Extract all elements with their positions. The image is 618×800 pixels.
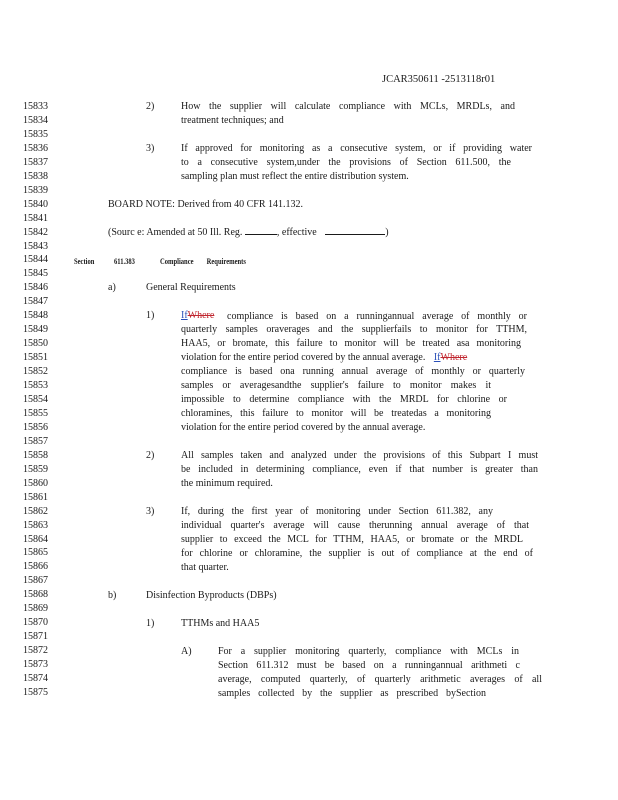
line-number: 15852 <box>23 366 48 378</box>
line-number: 15869 <box>23 603 48 615</box>
line-number: 15857 <box>23 435 48 447</box>
a3-line-2: individual quarter's average will cause therunning annual average of that <box>181 520 529 531</box>
line-number: 15842 <box>23 226 48 238</box>
line-number: 15864 <box>23 533 48 545</box>
bA-line-4: samples collected by the supplier as prescribed bySection <box>218 688 486 699</box>
a1-line-5: compliance is based ona running annual average of monthly or quarterly <box>181 366 525 377</box>
a3-line-1: If, during the first year of monitoring under Section 611.382, any <box>181 506 493 517</box>
subsection-a-title: General Requirements <box>146 282 236 293</box>
bA-label: A) <box>181 646 192 657</box>
item-3-line-1: If approved for monitoring as a consecutive system, or if providing water <box>181 143 532 154</box>
a3-line-3: supplier to exceed the MCL for TTHM, HAA5, or bromate or the MRDL <box>181 534 523 545</box>
inserted-if-2: If <box>433 352 441 363</box>
item-3-label: 3) <box>146 143 155 154</box>
line-number: 15841 <box>23 212 48 224</box>
line-number: 15863 <box>23 519 48 531</box>
source-end: ) <box>385 227 389 238</box>
source-blank-2 <box>325 234 385 235</box>
line-number: 15833 <box>23 101 48 112</box>
line-number: 15862 <box>23 505 48 517</box>
source-mid: , effective <box>276 227 317 238</box>
bA-line-3: average, computed quarterly, of quarterly arithmetic averages of all <box>218 674 542 685</box>
source-blank-1 <box>245 234 277 235</box>
line-number: 15866 <box>23 561 48 573</box>
line-number: 15858 <box>23 449 48 461</box>
a1-line-6: samples or averagesandthe supplier's failure to monitor makes it <box>181 380 491 391</box>
document-id-header: JCAR350611 -2513118r01 <box>382 74 496 85</box>
line-number: 15874 <box>23 672 48 684</box>
line-number: 15865 <box>23 547 48 559</box>
a1-line-7: impossible to determine compliance with the MRDL for chlorine or <box>181 394 507 405</box>
line-number: 15875 <box>23 686 48 698</box>
line-number: 15870 <box>23 617 48 629</box>
a1-line-2: quarterly samples oraverages and the supplierfails to monitor for TTHM, <box>181 324 527 335</box>
a2-line-2: be included in determining compliance, even if that number is greater than <box>181 464 538 475</box>
line-number: 15835 <box>23 128 48 140</box>
line-number: 15867 <box>23 575 48 587</box>
subsection-a-label: a) <box>108 282 116 293</box>
a2-line-3: the minimum required. <box>181 478 273 489</box>
subsection-b-label: b) <box>108 590 117 601</box>
a3-line-4: for chlorine or chloramine, the supplier is out of compliance at the end of <box>181 548 533 559</box>
item-2-line-2: treatment techniques; and <box>181 115 284 126</box>
line-number: 15851 <box>23 352 48 364</box>
b1-title: TTHMs and HAA5 <box>181 618 260 629</box>
item-3-line-2: to a consecutive system,under the provisions of Section 611.500, the <box>181 157 511 168</box>
line-number: 15839 <box>23 184 48 196</box>
item-2-label: 2) <box>146 101 155 112</box>
board-note: BOARD NOTE: Derived from 40 CFR 141.132. <box>108 199 303 210</box>
deleted-where-2: Where <box>440 352 468 363</box>
item-3-line-3: sampling plan must reflect the entire distribution system. <box>181 171 409 182</box>
line-number: 15834 <box>23 115 48 126</box>
a2-label: 2) <box>146 450 155 461</box>
line-number: 15848 <box>23 310 48 322</box>
section-number: 611.383 <box>114 257 135 266</box>
line-number: 15853 <box>23 380 48 391</box>
a1-line-9: violation for the entire period covered by the annual average. <box>181 422 426 433</box>
line-number: 15855 <box>23 407 48 419</box>
line-number: 15868 <box>23 589 48 601</box>
line-number: 15849 <box>23 324 48 336</box>
line-number: 15872 <box>23 645 48 656</box>
line-number: 15836 <box>23 142 48 154</box>
a1-line-1 <box>181 310 527 324</box>
bA-line-2: Section 611.312 must be based on a runningannual arithmeti c <box>218 660 520 671</box>
line-number: 15837 <box>23 156 48 168</box>
a1-line-4-text: violation for the entire period covered by the annual average. <box>181 352 426 363</box>
a1-line-4 <box>181 352 467 364</box>
deleted-where-1: Where <box>187 310 215 321</box>
a1-line-3: HAA5, or bromate, this failure to monitor will be treated asa monitoring <box>181 338 521 349</box>
line-number: 15840 <box>23 198 48 210</box>
line-number: 15856 <box>23 421 48 433</box>
line-number: 15843 <box>23 240 48 252</box>
subsection-b-title: Disinfection Byproducts (DBPs) <box>146 590 277 601</box>
source-prefix: (Sourc e: Amended at 50 Ill. Reg. <box>108 227 243 238</box>
a2-line-1: All samples taken and analyzed under the provisions of this Subpart I must <box>181 450 538 461</box>
line-number: 15850 <box>23 338 48 350</box>
a1-label: 1) <box>146 310 155 321</box>
line-number: 15861 <box>23 491 48 503</box>
source-note <box>108 227 389 239</box>
b1-label: 1) <box>146 618 155 629</box>
line-number: 15838 <box>23 170 48 182</box>
a3-line-5: that quarter. <box>181 562 229 573</box>
a1-line-1-rest: compliance is based on a runningannual average of monthly or <box>227 311 527 322</box>
line-number: 15859 <box>23 463 48 475</box>
inserted-if-1: If <box>181 310 188 321</box>
a1-line-8: chloramines, this failure to monitor will be treatedas a monitoring <box>181 408 491 419</box>
line-number: 15844 <box>23 254 48 266</box>
item-2-line-1: How the supplier will calculate compliance with MCLs, MRDLs, and <box>181 101 515 112</box>
a3-label: 3) <box>146 506 155 517</box>
line-number: 15873 <box>23 659 48 670</box>
line-number: 15847 <box>23 296 48 308</box>
bA-line-1: For a supplier monitoring quarterly, compliance with MCLs in <box>218 646 519 657</box>
line-number: 15860 <box>23 477 48 489</box>
section-title: Compliance Requirements <box>160 257 246 266</box>
line-number: 15845 <box>23 268 48 280</box>
line-number: 15871 <box>23 631 48 643</box>
section-word: Section <box>74 257 95 266</box>
line-number: 15854 <box>23 393 48 405</box>
line-number: 15846 <box>23 282 48 294</box>
